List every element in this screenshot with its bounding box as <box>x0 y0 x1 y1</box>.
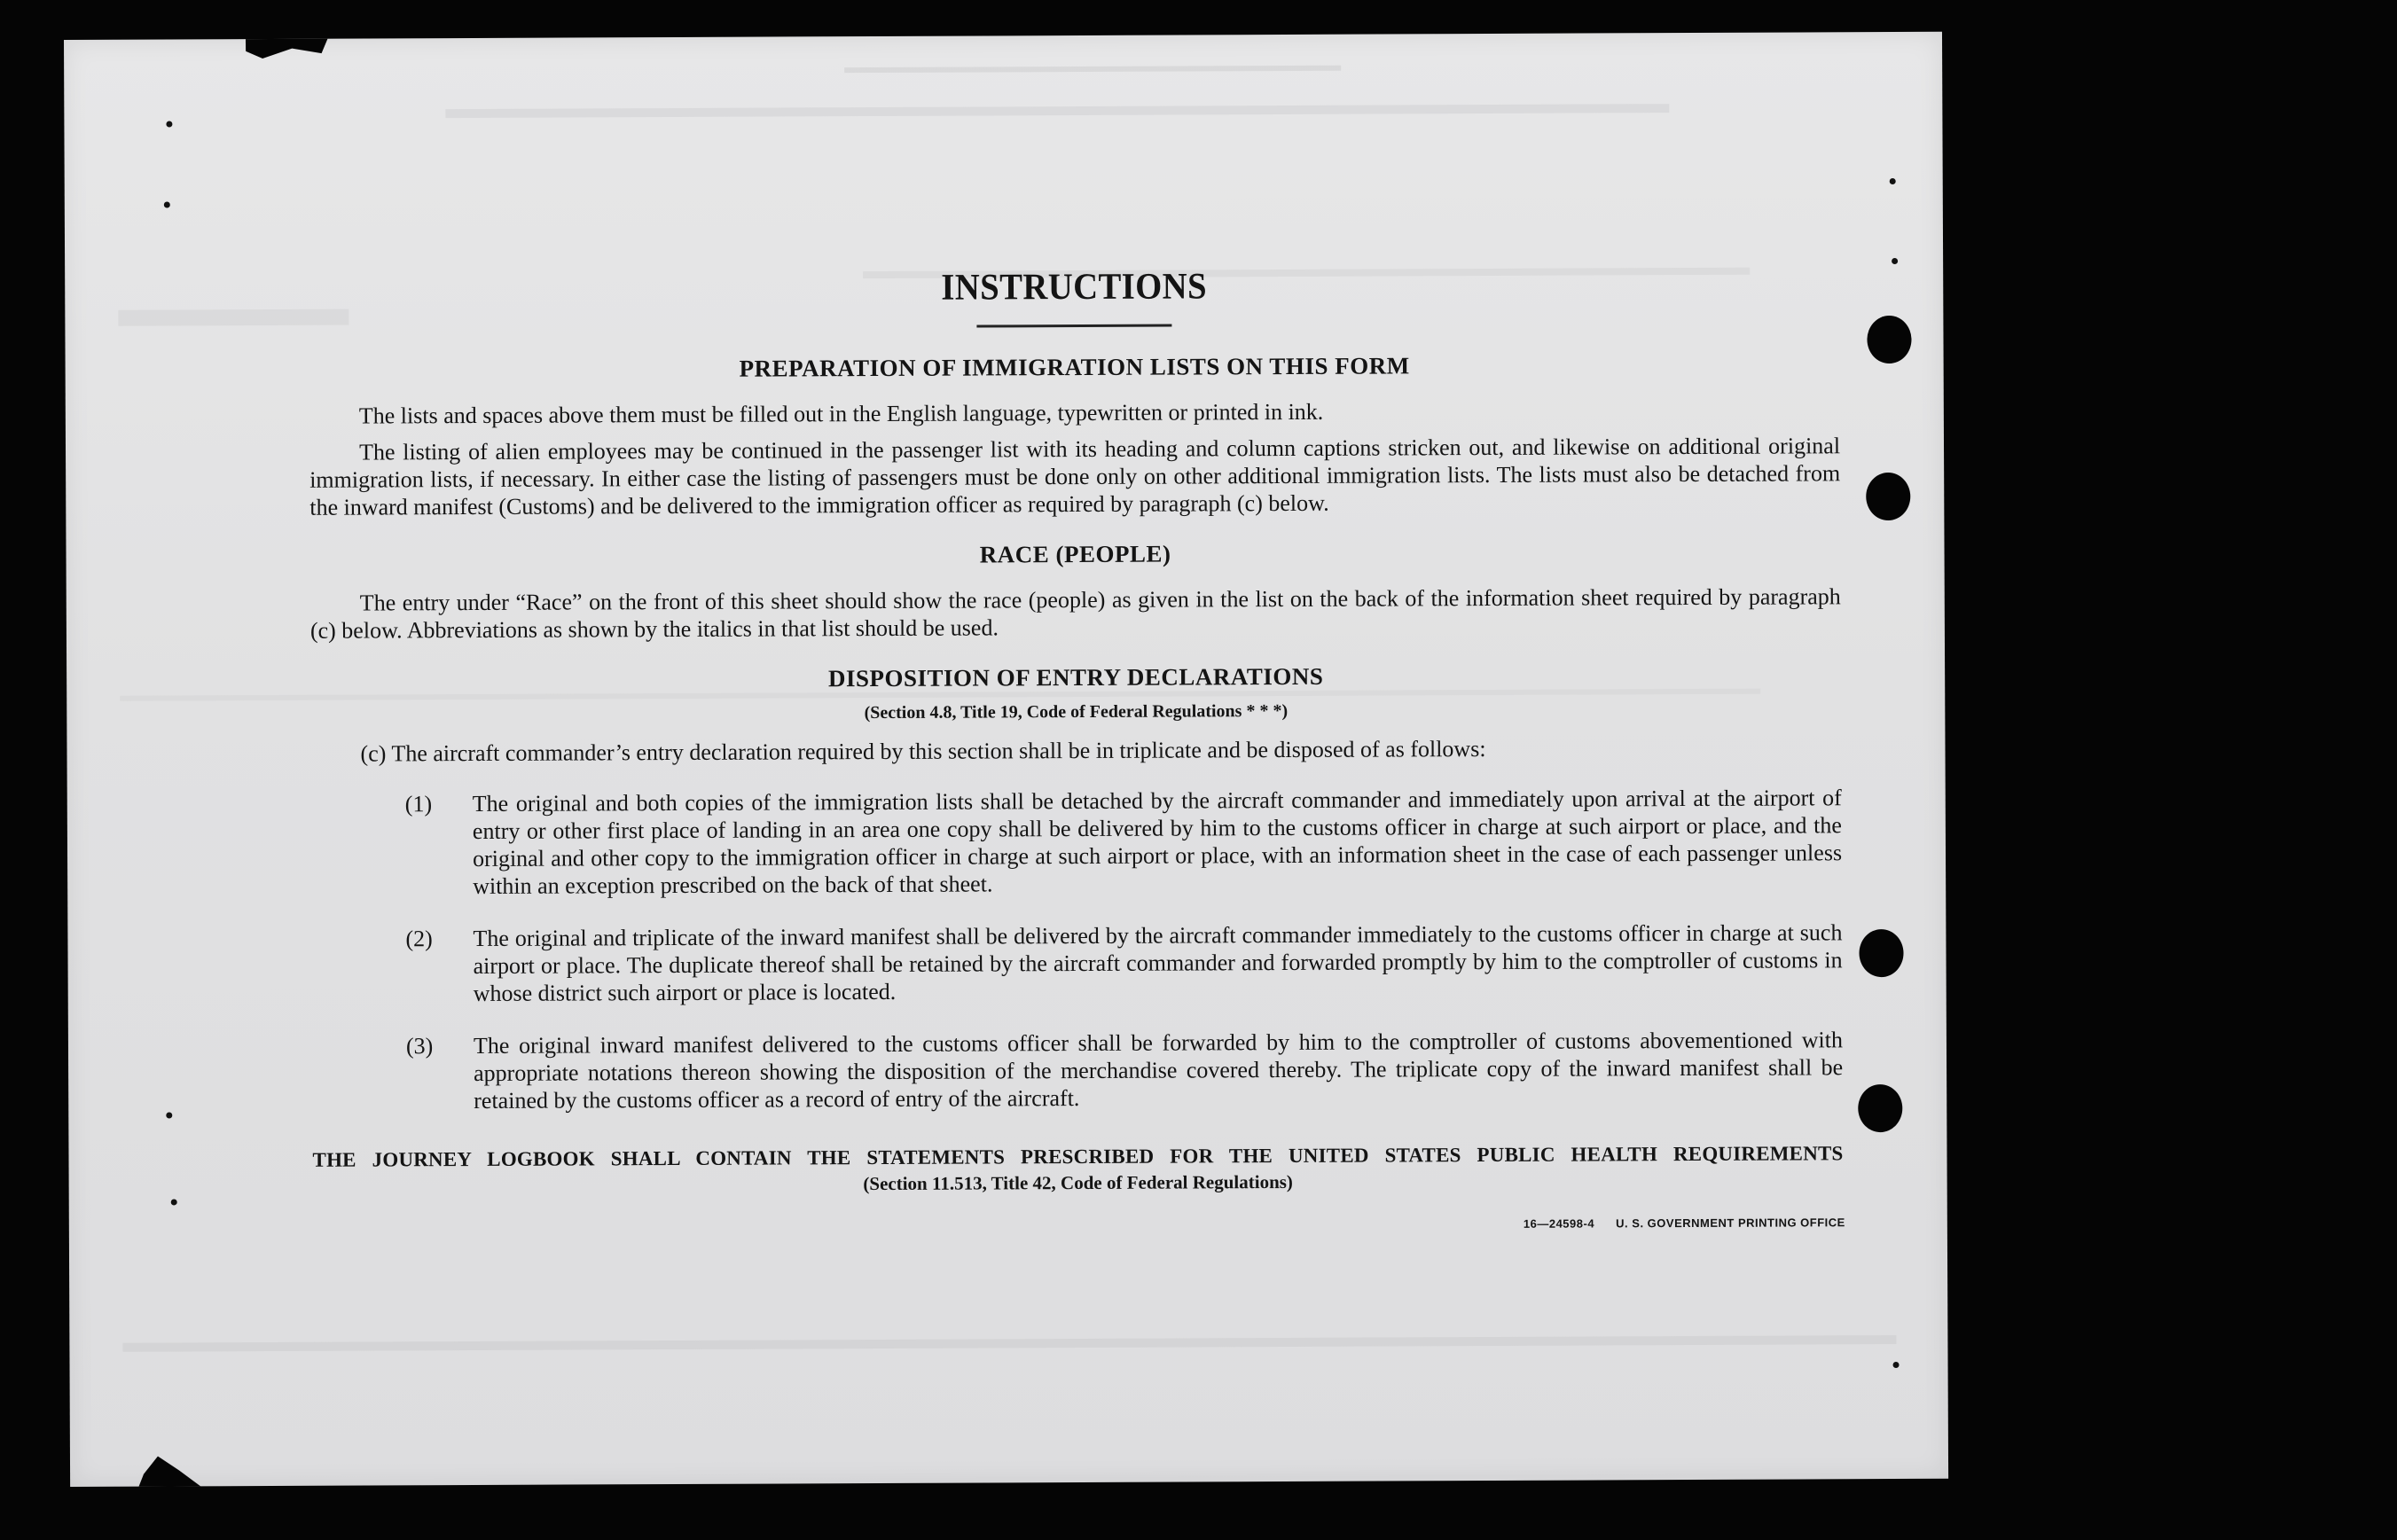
preparation-heading: PREPARATION OF IMMIGRATION LISTS ON THIS FORM <box>739 352 1410 382</box>
speck <box>164 201 170 207</box>
item-number: (1) <box>404 791 433 817</box>
disposition-item-2 <box>311 919 1842 1008</box>
footer-block <box>312 1142 1843 1198</box>
title-underline <box>976 324 1171 328</box>
punch-hole <box>1866 473 1910 520</box>
disposition-heading: DISPOSITION OF ENTRY DECLARATIONS <box>827 662 1324 692</box>
printer-name: U. S. GOVERNMENT PRINTING OFFICE <box>1616 1216 1845 1231</box>
printer-imprint <box>315 1216 1845 1236</box>
speck <box>1890 178 1896 184</box>
race-paragraph: The entry under “Race” on the front of this sheet should show the race (people) as given in the list on the back of the information sheet required by paragraph (c) below. Abbreviations as shown by the italics in that list should be used. <box>309 583 1841 644</box>
disposition-item-3 <box>312 1026 1843 1115</box>
bleed-through-line <box>122 1335 1896 1352</box>
item-number: (2) <box>405 926 433 952</box>
disposition-item-1 <box>311 784 1843 901</box>
footer-citation: (Section 11.513, Title 42, Code of Federal Regulations) <box>863 1170 1293 1195</box>
speck <box>166 1112 172 1118</box>
speck <box>1892 258 1898 264</box>
item-text: The original and both copies of the immigration lists shall be detached by the aircraft commander and immediately upon arrival at the airport of entry or other first place of landing in an area one copy shall be delivered by him to the customs officer in charge at such airport or place, and the original and other copy to the immigration officer in charge at such airport or place, with an information sheet in the case of each passenger unless within an exception prescribed on the back of that sheet. <box>472 785 1843 899</box>
clause-c: (c) The aircraft commander’s entry declaration required by this section shall be in triplicate and be disposed of as follows: <box>360 736 1486 767</box>
page-title: INSTRUCTIONS <box>941 266 1208 309</box>
bleed-through-line <box>844 66 1341 73</box>
item-number: (3) <box>405 1033 434 1059</box>
document-page <box>64 32 1948 1487</box>
speck <box>1893 1362 1900 1368</box>
instructions-content <box>309 262 1844 1236</box>
preparation-paragraph-1: The lists and spaces above them must be filled out in the English language, typewritten or printed in ink. <box>358 398 1324 429</box>
form-number: 16—24598-4 <box>1523 1216 1595 1231</box>
punch-hole <box>1867 316 1911 364</box>
preparation-paragraph-2: The listing of alien employees may be continued in the passenger list with its heading and column captions stricken out, and likewise on additional original immigration lists, if necessary. In either case the listing of passengers must be done only on other additional immigration lists. The lists must also be detached from the inward manifest (Customs) and be delivered to the immigration officer as required by paragraph (c) below. <box>309 433 1841 520</box>
race-heading: RACE (PEOPLE) <box>979 540 1171 568</box>
item-text: The original and triplicate of the inward manifest shall be delivered by the aircraft commander immediately to the customs officer in charge at such airport or place. The duplicate thereof shall be retained by the aircraft commander and forwarded promptly by him to the comptroller of customs in whose district such airport or place is located. <box>473 919 1843 1006</box>
speck <box>171 1199 177 1205</box>
footer-health-requirements: THE JOURNEY LOGBOOK SHALL CONTAIN THE STATEMENTS PRESCRIBED FOR THE UNITED STATES PUBLIC HEALTH REQUIREMENTS <box>312 1142 1844 1171</box>
punch-hole <box>1858 1084 1902 1132</box>
speck <box>166 121 172 127</box>
disposition-citation: (Section 4.8, Title 19, Code of Federal Regulations * * *) <box>864 700 1289 723</box>
bleed-through-line <box>445 104 1669 118</box>
torn-corner <box>137 1456 208 1487</box>
item-text: The original inward manifest delivered to the customs officer shall be forwarded by him to the comptroller of customs abovementioned with appropriate notations thereon showing the disposition of the merchandise covered thereby. The triplicate copy of the inward manifest shall be retained by the customs officer as a record of entry of the aircraft. <box>473 1027 1844 1114</box>
punch-hole <box>1859 929 1903 977</box>
